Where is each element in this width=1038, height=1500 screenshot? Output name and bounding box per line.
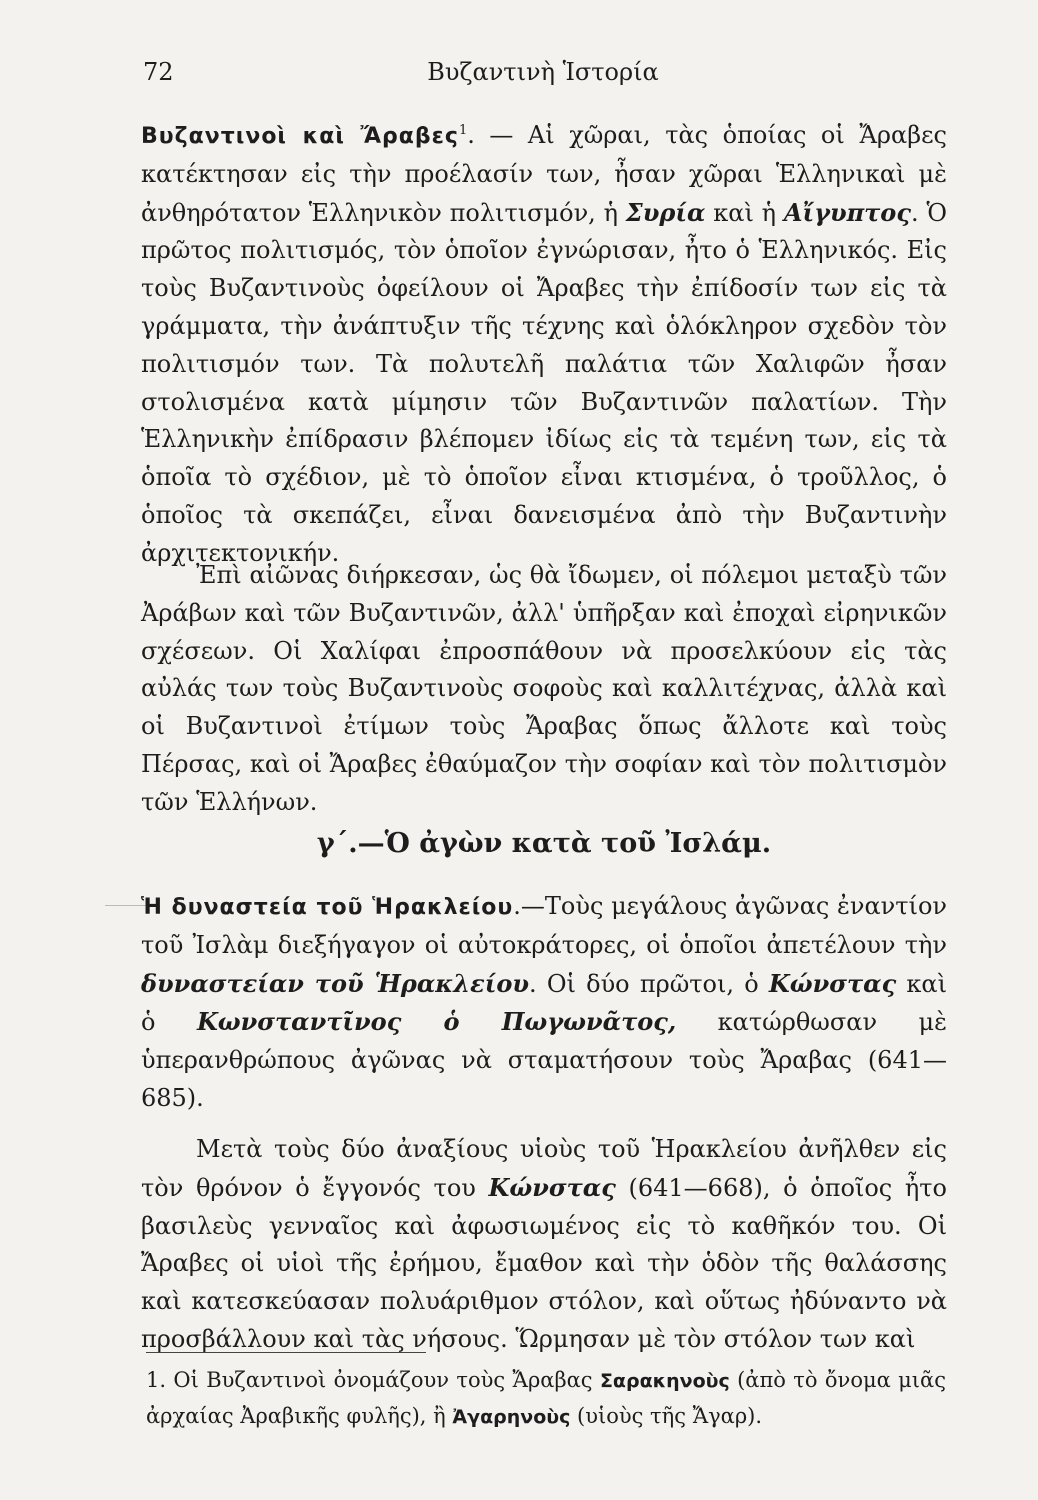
emphasis-konstas: Κώνστας (488, 1172, 616, 1202)
running-title: Βυζαντινὴ Ἱστορία (427, 58, 659, 86)
footnote-rule (146, 1352, 426, 1353)
emphasis-konstas: Κώνστας (768, 968, 897, 998)
paragraph-relations: Ἐπὶ αἰῶνας διήρκεσαν, ὡς θὰ ἴδωμεν, οἱ πόλεμοι μεταξὺ τῶν Ἀράβων καὶ τῶν Βυζαντινῶν, ἀλλ' ὑπῆρξαν καὶ ἐποχαὶ εἰρηνικῶν σχέσεων. Οἱ Χαλίφαι ἐπροσπάθουν νὰ προσελκύουν εἰς τὰς αὐλάς των τοὺς Βυζαντινοὺς σοφοὺς καὶ καλλιτέχνας, ἀλλὰ καὶ οἱ Βυζαντινοὶ ἐτίμων τοὺς Ἄραβας ὅπως ἄλλοτε καὶ τοὺς Πέρσας, καὶ οἱ Ἄραβες ἐθαύμαζον τὴν σοφίαν καὶ τὸν πολιτισμὸν τῶν Ἑλλήνων. (141, 561, 947, 816)
footnote-bold-agarenes: Ἀγαρηνοὺς (452, 1406, 571, 1428)
footnote-bold-saracens: Σαρακηνοὺς (599, 1370, 730, 1392)
paragraph-heading: Ἡ δυναστεία τοῦ Ἡρακλείου (141, 895, 514, 920)
paragraph-heraclian-dynasty: Ἡ δυναστεία τοῦ Ἡρακλείου.—Τοὺς μεγάλους ἀγῶνας ἐναντίον τοῦ Ἰσλὰμ διεξήγαγον οἱ αὐτοκράτορες, οἱ ὁποῖοι ἀπετέλουν τὴν δυναστείαν τοῦ Ἡρακλείου. Οἱ δύο πρῶτοι, ὁ Κώνστας καὶ ὁ Κωνσταντῖνος ὁ Πωγωνᾶτος, κατώρθωσαν μὲ ὑπερανθρώπους ἀγῶνας νὰ σταματήσουν τοὺς Ἄραβας (641—685). (141, 892, 948, 1112)
footnote: 1. Οἱ Βυζαντινοὶ ὀνομάζουν τοὺς Ἄραβας Σαρακηνοὺς (ἀπὸ τὸ ὄνομα μιᾶς ἀρχαίας Ἀραβικῆς φυλῆς), ἢ Ἀγαρηνοὺς (υἱοὺς τῆς Ἄγαρ). (146, 1368, 946, 1428)
emphasis-syria: Συρία (625, 197, 706, 227)
paragraph-heading: Βυζαντινοὶ καὶ Ἄραβες (141, 124, 459, 149)
section-heading: γ´.—Ὁ ἀγὼν κατὰ τοῦ Ἰσλάμ. (316, 828, 772, 859)
paragraph-byzantines-arabs: Βυζαντινοὶ καὶ Ἄραβες$^1$. — Αἱ χῶραι, τὰς ὁποίας οἱ Ἄραβες κατέκτησαν εἰς τὴν προέλασίν των, ἦσαν χῶραι Ἑλληνικαὶ μὲ ἀνθηρότατον Ἑλληνικὸν πολιτισμόν, ἡ Συρία καὶ ἡ Αἴγυπτος. Ὁ πρῶτος πολιτισμός, τὸν ὁποῖον ἐγνώρισαν, ἦτο ὁ Ἑλληνικός. Εἰς τοὺς Βυζαντινοὺς ὀφείλουν οἱ Ἄραβες τὴν ἐπίδοσίν των εἰς τὰ γράμματα, τὴν ἀνάπτυξιν τῆς τέχνης καὶ ὁλόκληρον σχεδὸν τὸν πολιτισμόν των. Τὰ πολυτελῆ παλάτια τῶν Χαλιφῶν ἦσαν στολισμένα κατὰ μίμησιν τῶν Βυζαντινῶν παλατίων. Τὴν Ἑλληνικὴν ἐπίδρασιν βλέπομεν ἰδίως εἰς τὰ τεμένη των, εἰς τὰ ὁποῖα τὸ σχέδιον, μὲ τὸ ὁποῖον εἶναι κτισμένα, ὁ τροῦλλος, ὁ ὁποῖος τὰ σκεπάζει, εἶναι δανεισμένα ἀπὸ τὴν Βυζαντινὴν ἀρχιτεκτονικήν. (141, 121, 947, 567)
emphasis-egypt: Αἴγυπτος (783, 197, 911, 227)
page-header (143, 58, 943, 94)
paragraph-konstas: Μετὰ τοὺς δύο ἀναξίους υἱοὺς τοῦ Ἡρακλείου ἀνῆλθεν εἰς τὸν θρόνον ὁ ἔγγονός του Κώνστας (641—668), ὁ ὁποῖος ἦτο βασιλεὺς γενναῖος καὶ ἀφωσιωμένος εἰς τὸ καθῆκόν του. Οἱ Ἄραβες οἱ υἱοὶ τῆς ἐρήμου, ἔμαθον καὶ τὴν ὁδὸν τῆς θαλάσσης καὶ κατεσκεύασαν πολυάριθμον στόλον, καὶ οὕτως ἠδύναντο νὰ προσβάλλουν καὶ τὰς νήσους. Ὥρμησαν μὲ τὸν στόλον των καὶ (141, 1135, 948, 1353)
emphasis-dynasty: δυναστείαν τοῦ Ἡρακλείου (141, 968, 529, 998)
page-number: 72 (143, 58, 174, 86)
emphasis-constantine: Κωνσταντῖνος ὁ Πωγωνᾶτος, (196, 1007, 677, 1037)
footnote-ref: 1 (458, 123, 468, 138)
